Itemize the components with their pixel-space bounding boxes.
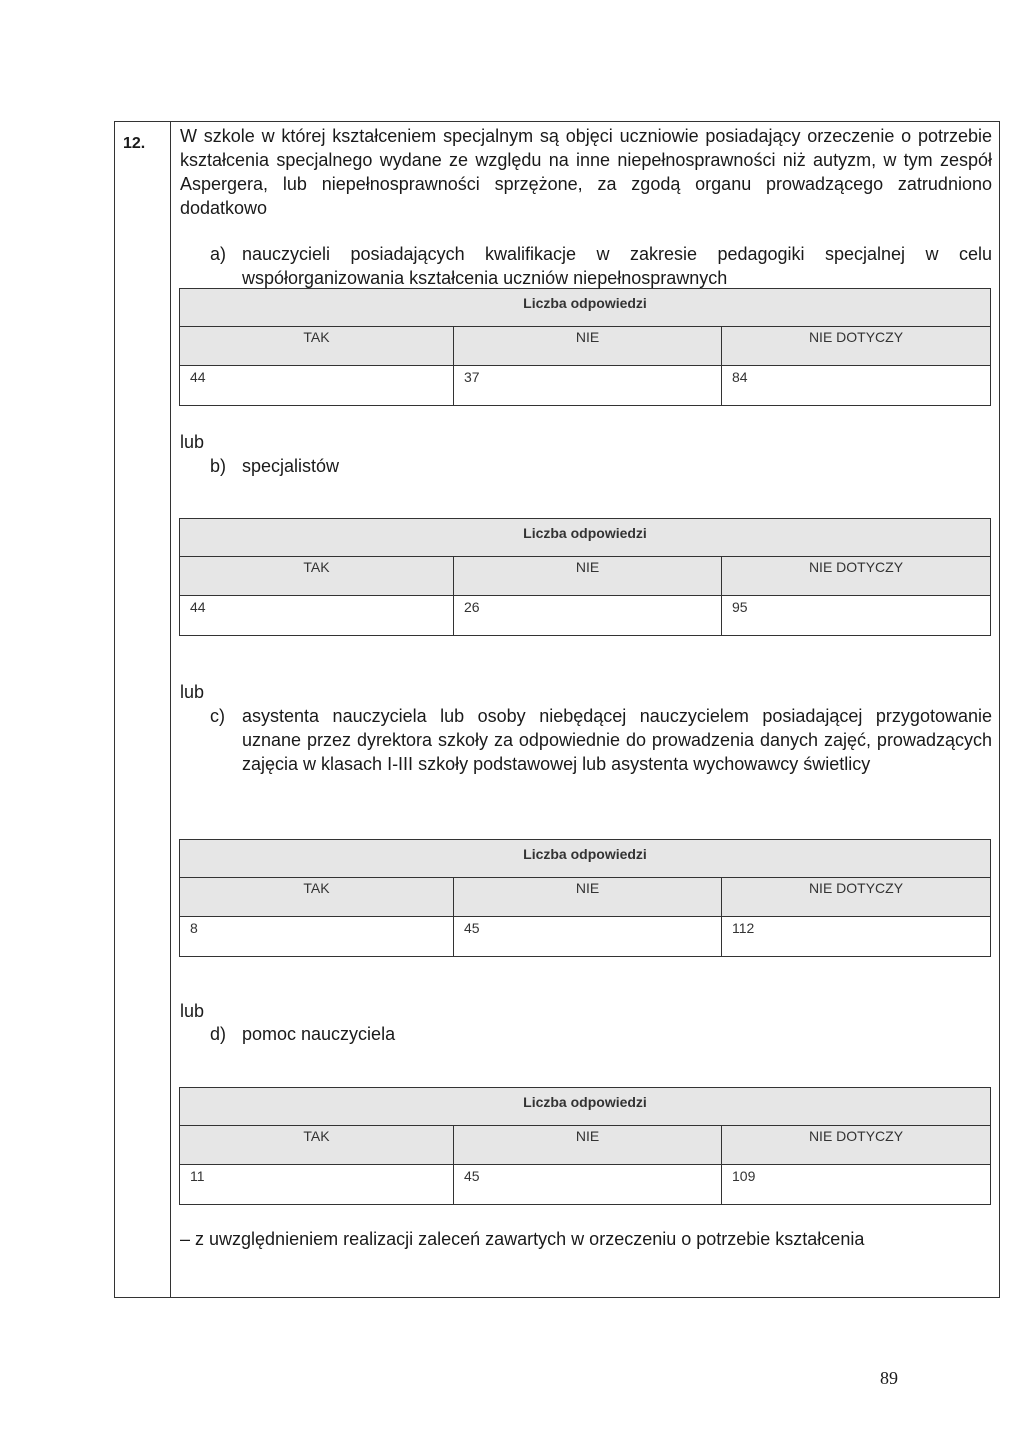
item-c — [210, 704, 992, 776]
item-text: asystenta nauczyciela lub osoby niebędącej nauczycielem posiadającej przygotowanie uznane przez dyrektora szkoły za odpowiednie do prowadzenia danych zajęć, prowadzących zajęcia w klasach I-III szkoły podstawowej lub asystenta wychowawcy świetlicy — [242, 706, 992, 774]
page-number: 89 — [880, 1368, 898, 1388]
table-row — [180, 366, 990, 405]
column-label-tak: TAK — [180, 1126, 454, 1164]
table-header: Liczba odpowiedzi — [180, 289, 990, 327]
column-label-nie: NIE — [454, 557, 722, 595]
connector-lub: lub — [180, 432, 205, 452]
column-label-tak: TAK — [180, 878, 454, 916]
table-header: Liczba odpowiedzi — [180, 1088, 990, 1126]
column-label-nie-dotyczy: NIE DOTYCZY — [808, 1128, 904, 1144]
question-number-column — [115, 122, 171, 1297]
table-header: Liczba odpowiedzi — [180, 840, 990, 878]
item-letter: d) — [210, 1024, 227, 1044]
item-b — [210, 454, 992, 478]
item-d — [210, 1022, 992, 1046]
value-nie-dotyczy: 84 — [732, 369, 748, 385]
closing-note: – z uwzględnieniem realizacji zaleceń zawartych w orzeczeniu o potrzebie kształcenia — [180, 1229, 865, 1249]
value-nie: 45 — [454, 1165, 722, 1204]
table-column-labels — [180, 557, 990, 596]
item-text: pomoc nauczyciela — [242, 1024, 396, 1044]
table-row — [180, 596, 990, 635]
column-label-tak: TAK — [180, 557, 454, 595]
column-label-nie: NIE — [454, 878, 722, 916]
question-intro: W szkole w której kształceniem specjalnym są objęci uczniowie posiadający orzeczenie o potrzebie kształcenia specjalnego wydane ze względu na inne niepełnosprawności niż autyzm, w tym zespół Aspergera, lub niepełnosprawności sprzężone, za zgodą organu prowadzącego zatrudniono dodatkowo — [180, 126, 992, 218]
table-row — [180, 917, 990, 956]
value-tak: 11 — [180, 1165, 454, 1204]
value-nie: 37 — [454, 366, 722, 405]
value-nie-dotyczy: 95 — [732, 599, 748, 615]
response-table-d — [179, 1087, 991, 1205]
item-a — [210, 242, 992, 290]
column-label-tak: TAK — [180, 327, 454, 365]
table-row — [180, 1165, 990, 1204]
column-label-nie-dotyczy: NIE DOTYCZY — [808, 559, 904, 575]
response-table-a — [179, 288, 991, 406]
value-nie-dotyczy: 112 — [732, 920, 755, 936]
item-letter: c) — [210, 706, 225, 726]
response-table-b — [179, 518, 991, 636]
table-column-labels — [180, 327, 990, 366]
value-tak: 44 — [180, 366, 454, 405]
response-table-c — [179, 839, 991, 957]
item-text: nauczycieli posiadających kwalifikacje w zakresie pedagogiki specjalnej w celu współorganizowania kształcenia uczniów niepełnosprawnych — [242, 244, 992, 288]
column-label-nie: NIE — [454, 1126, 722, 1164]
table-column-labels — [180, 1126, 990, 1165]
question-number: 12. — [123, 135, 146, 152]
item-text: specjalistów — [242, 456, 340, 476]
column-label-nie-dotyczy: NIE DOTYCZY — [808, 329, 904, 345]
item-letter: b) — [210, 456, 227, 476]
value-nie-dotyczy: 109 — [732, 1168, 756, 1184]
column-label-nie: NIE — [454, 327, 722, 365]
value-nie: 26 — [454, 596, 722, 635]
column-label-nie-dotyczy: NIE DOTYCZY — [808, 880, 904, 896]
table-column-labels — [180, 878, 990, 917]
connector-lub: lub — [180, 1001, 205, 1021]
item-letter: a) — [210, 244, 227, 264]
value-tak: 44 — [180, 596, 454, 635]
connector-lub: lub — [180, 682, 205, 702]
value-nie: 45 — [454, 917, 722, 956]
value-tak: 8 — [180, 917, 454, 956]
table-header: Liczba odpowiedzi — [180, 519, 990, 557]
